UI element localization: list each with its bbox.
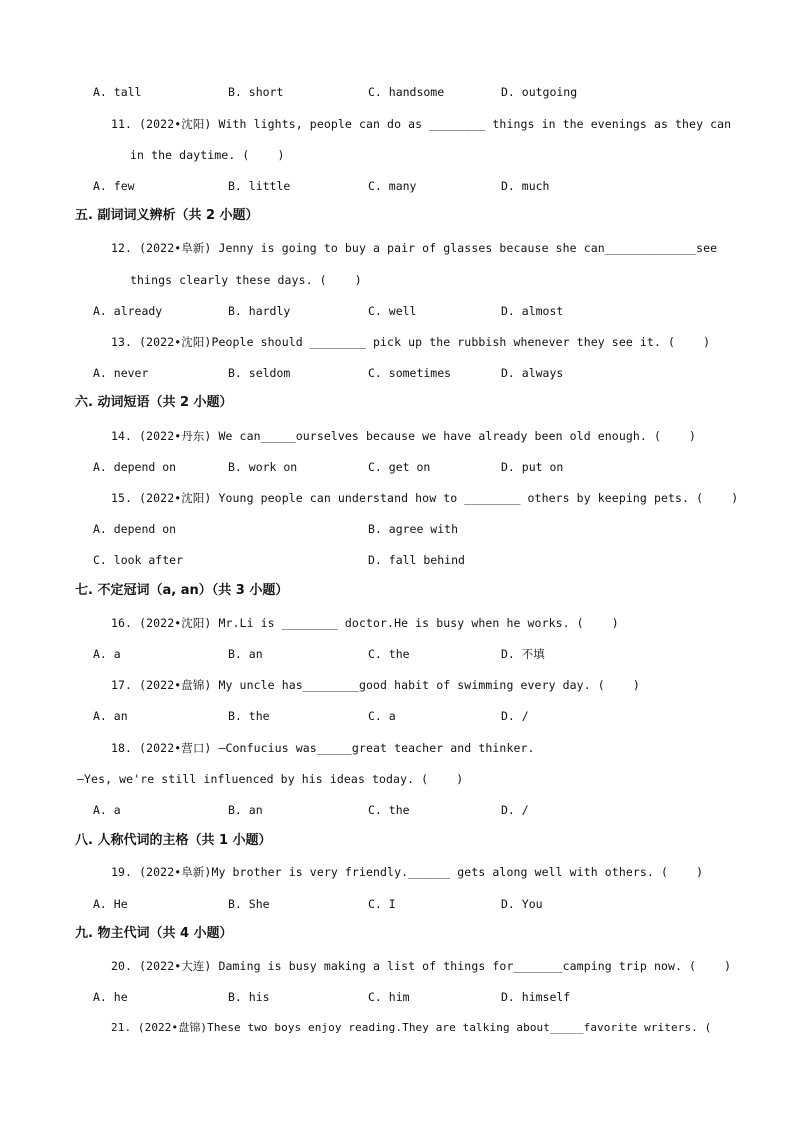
option-c: C. sometimes (368, 366, 452, 380)
question-12: 12. (2022•阜新) Jenny is going to buy a pair of glasses because she can_____________see (111, 241, 718, 255)
option-a: A. he (93, 990, 128, 1004)
option-d: D. always (501, 366, 564, 380)
option-b: B. the (228, 709, 270, 723)
option-b: B. short (228, 85, 284, 99)
question-18-reply: –Yes, we're still influenced by his ideas today. ( ) (77, 772, 464, 786)
option-a: A. He (93, 897, 128, 911)
option-a: A. an (93, 709, 128, 723)
question-12-cont: things clearly these days. ( ) (130, 273, 362, 287)
option-b: B. his (228, 990, 270, 1004)
option-d: D. fall behind (368, 553, 465, 567)
option-d: D. put on (501, 460, 564, 474)
question-19: 19. (2022•阜新)My brother is very friendly.______ gets along well with others. ( ) (111, 865, 704, 879)
option-d: D. much (501, 179, 550, 193)
option-b: B. little (228, 179, 291, 193)
section-heading-6: 六. 动词短语（共 2 小题） (75, 395, 233, 410)
option-c: C. look after (93, 553, 184, 567)
option-d: D. himself (501, 990, 571, 1004)
option-c: C. him (368, 990, 410, 1004)
question-11-cont: in the daytime. ( ) (130, 148, 285, 162)
option-d: D. / (501, 709, 529, 723)
option-a: A. a (93, 803, 121, 817)
option-b: B. seldom (228, 366, 291, 380)
option-c: C. the (368, 647, 410, 661)
option-d: D. You (501, 897, 543, 911)
question-20: 20. (2022•大连) Daming is busy making a list of things for_______camping trip now. ( ) (111, 959, 732, 973)
option-c: C. many (368, 179, 417, 193)
section-heading-7: 七. 不定冠词（a, an）（共 3 小题） (75, 583, 289, 598)
option-c: C. well (368, 304, 417, 318)
question-18: 18. (2022•营口) –Confucius was_____great teacher and thinker. (111, 741, 535, 755)
option-a: A. already (93, 304, 163, 318)
option-a: A. a (93, 647, 121, 661)
option-a: A. depend on (93, 522, 177, 536)
option-c: C. I (368, 897, 396, 911)
option-c: C. the (368, 803, 410, 817)
option-d: D. / (501, 803, 529, 817)
option-c: C. get on (368, 460, 431, 474)
question-15: 15. (2022•沈阳) Young people can understand how to ________ others by keeping pets. ( ) (111, 491, 739, 505)
option-b: B. an (228, 803, 263, 817)
question-16: 16. (2022•沈阳) Mr.Li is ________ doctor.He is busy when he works. ( ) (111, 616, 619, 630)
section-heading-8: 八. 人称代词的主格（共 1 小题） (75, 833, 272, 848)
option-a: A. never (93, 366, 149, 380)
question-13: 13. (2022•沈阳)People should ________ pick up the rubbish whenever they see it. ( ) (111, 335, 711, 349)
section-heading-9: 九. 物主代词（共 4 小题） (75, 926, 233, 941)
option-b: B. She (228, 897, 270, 911)
question-11: 11. (2022•沈阳) With lights, people can do as ________ things in the evenings as they can (111, 117, 732, 131)
option-d: D. outgoing (501, 85, 578, 99)
option-a: A. depend on (93, 460, 177, 474)
option-a: A. few (93, 179, 135, 193)
option-b: B. work on (228, 460, 298, 474)
question-14: 14. (2022•丹东) We can_____ourselves because we have already been old enough. ( ) (111, 429, 697, 443)
option-c: C. a (368, 709, 396, 723)
section-heading-5: 五. 副词词义辨析（共 2 小题） (75, 208, 259, 223)
option-b: B. an (228, 647, 263, 661)
option-a: A. tall (93, 85, 142, 99)
option-b: B. hardly (228, 304, 291, 318)
question-21: 21. (2022•盘锦)These two boys enjoy reading.They are talking about_____favorite writers. ( (111, 1021, 712, 1034)
option-d: D. almost (501, 304, 564, 318)
question-17: 17. (2022•盘锦) My uncle has________good habit of swimming every day. ( ) (111, 678, 640, 692)
option-c: C. handsome (368, 85, 445, 99)
option-b: B. agree with (368, 522, 459, 536)
option-d: D. 不填 (501, 647, 545, 661)
